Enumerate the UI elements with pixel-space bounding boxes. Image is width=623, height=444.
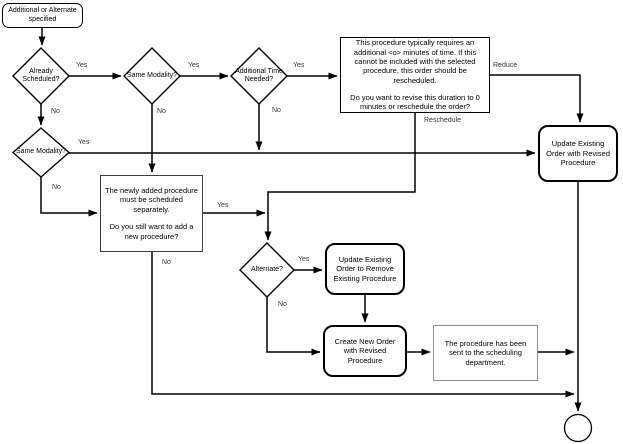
edge-label-reschedule: Reschedule — [424, 117, 461, 124]
edge-label-same-modality-top-no: No — [157, 108, 166, 115]
edge-reduce — [490, 75, 580, 122]
edge-label-schedule-separately-no: No — [162, 259, 171, 266]
edge-reschedule — [268, 113, 415, 240]
edge-alternate-no — [267, 297, 320, 352]
edge-label-alternate-no: No — [278, 301, 287, 308]
start-node-label: Additional or Alternate specified — [8, 6, 77, 23]
edge-label-reduce: Reduce — [493, 62, 518, 69]
update-existing-revised-label: Update Existing Order with Revised Procedure — [546, 139, 610, 168]
edge-label-schedule-separately-yes: Yes — [217, 202, 229, 209]
edge-label-same-modality-left-no: No — [52, 184, 61, 191]
duration-prompt-node — [340, 37, 490, 113]
same-modality-left-label: Same Modality? — [15, 148, 67, 156]
edge-label-same-modality-top-yes: Yes — [188, 62, 200, 69]
edge-label-additional-time-no: No — [272, 107, 281, 114]
edge-label-alternate-yes: Yes — [298, 256, 310, 263]
sent-to-scheduling-label: The procedure has been sent to the scheduling department. — [444, 338, 527, 367]
start-node — [2, 3, 83, 28]
edge-same-modality-left-no — [41, 177, 97, 213]
already-scheduled-label: Already Scheduled? — [22, 67, 60, 83]
duration-prompt-text-1: This procedure typically requires an additional <o> minutes of time. If this cannot be included with the selected procedure, this order should be rescheduled. — [353, 38, 477, 85]
end-node-circle — [565, 415, 592, 442]
create-new-order-node — [323, 325, 407, 377]
schedule-separately-node — [100, 175, 203, 252]
same-modality-top-label: Same Modality? — [126, 71, 178, 79]
edge-label-already-scheduled-no: No — [51, 108, 60, 115]
update-existing-remove-label: Update Existing Order to Remove Existing Procedure — [333, 254, 397, 283]
schedule-separately-text-2: Do you still want to add a new procedure? — [109, 222, 194, 241]
sent-to-scheduling-node — [433, 325, 538, 381]
additional-time-label: Additional Time Needed? — [235, 67, 283, 83]
schedule-separately-text-1: The newly added procedure must be scheduled separately. — [105, 186, 198, 214]
duration-prompt-text-2: Do you want to revise this duration to 0 minutes or reschedule the order? — [350, 93, 480, 112]
edge-label-additional-time-yes: Yes — [293, 62, 305, 69]
edge-label-same-modality-left-yes: Yes — [78, 139, 90, 146]
edge-label-already-scheduled-yes: Yes — [76, 62, 88, 69]
update-existing-remove-node — [325, 243, 405, 295]
alternate-label: Alternate? — [251, 265, 283, 273]
update-existing-revised-node — [538, 125, 618, 182]
create-new-order-label: Create New Order with Revised Procedure — [334, 336, 396, 365]
